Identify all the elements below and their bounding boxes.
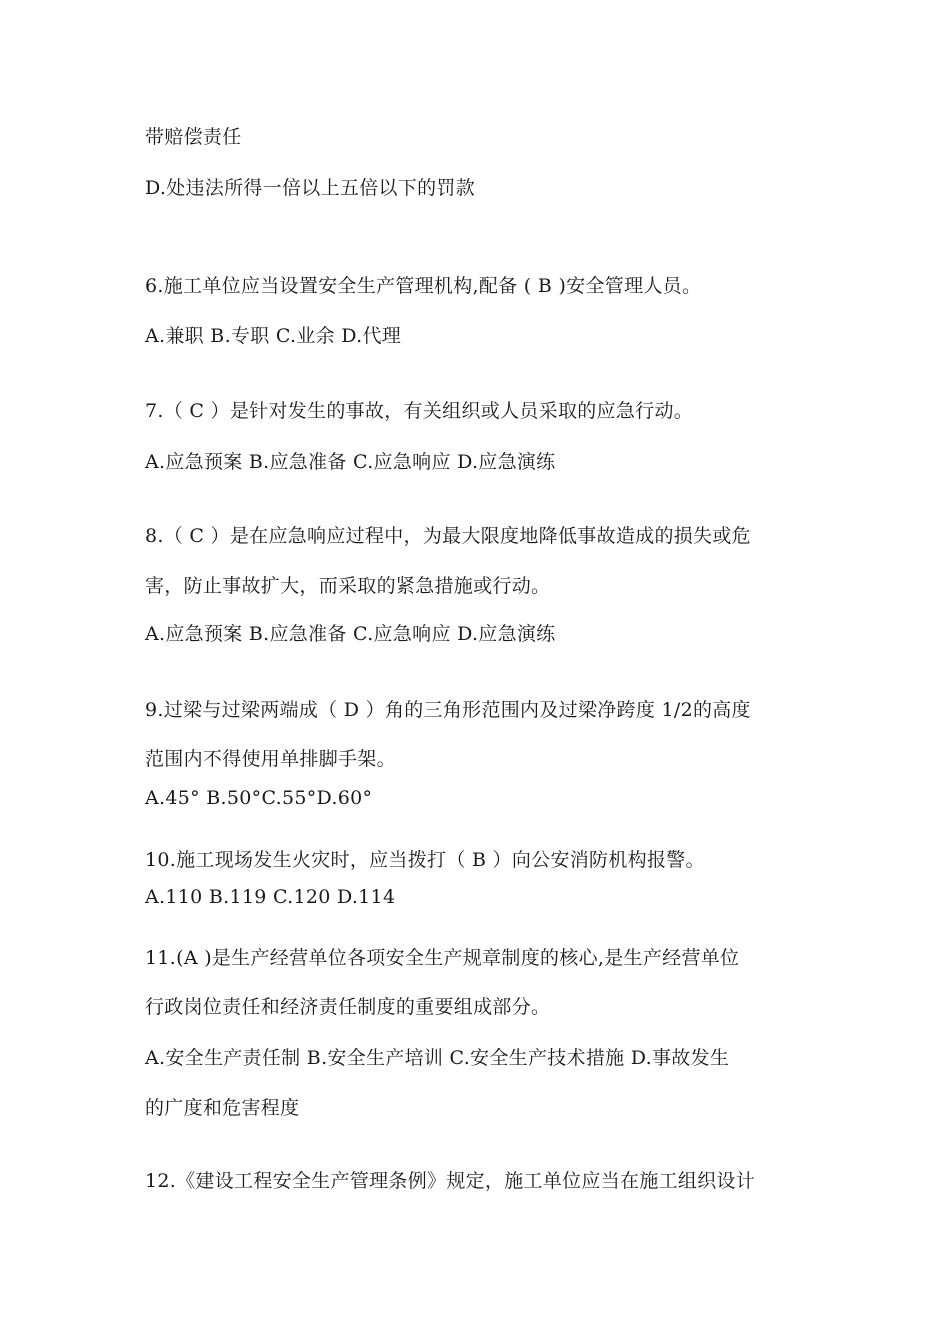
question-12-line-1: 12.《建设工程安全生产管理条例》规定，施工单位应当在施工组织设计 [145,1170,756,1192]
question-8-line-1: 8.（ C ）是在应急响应过程中，为最大限度地降低事故造成的损失或危 [145,525,751,547]
question-8-options: A.应急预案 B.应急准备 C.应急响应 D.应急演练 [145,623,556,645]
question-9-options: A.45° B.50°C.55°D.60° [145,787,373,809]
option-line-d: D.处违法所得一倍以上五倍以下的罚款 [145,177,475,199]
question-7-options: A.应急预案 B.应急准备 C.应急响应 D.应急演练 [145,451,556,473]
question-10: 10.施工现场发生火灾时，应当拨打（ B ）向公安消防机构报警。 [145,849,705,871]
question-9-line-1: 9.过梁与过梁两端成（ D ）角的三角形范围内及过梁净跨度 1/2的高度 [145,699,751,721]
question-8-line-2: 害，防止事故扩大，而采取的紧急措施或行动。 [145,575,551,597]
question-11-options-line-1: A.安全生产责任制 B.安全生产培训 C.安全生产技术措施 D.事故发生 [145,1047,730,1069]
question-11-options-line-2: 的广度和危害程度 [145,1097,300,1119]
question-7: 7.（ C ）是针对发生的事故，有关组织或人员采取的应急行动。 [145,400,694,422]
question-6: 6.施工单位应当设置安全生产管理机构,配备 ( B )安全管理人员。 [145,275,702,297]
text-line-continuation: 带赔偿责任 [145,126,242,148]
question-11-line-1: 11.(A )是生产经营单位各项安全生产规章制度的核心,是生产经营单位 [145,947,740,969]
question-9-line-2: 范围内不得使用单排脚手架。 [145,748,396,770]
question-6-options: A.兼职 B.专职 C.业余 D.代理 [145,325,402,347]
question-11-line-2: 行政岗位责任和经济责任制度的重要组成部分。 [145,996,551,1018]
question-10-options: A.110 B.119 C.120 D.114 [145,886,396,908]
